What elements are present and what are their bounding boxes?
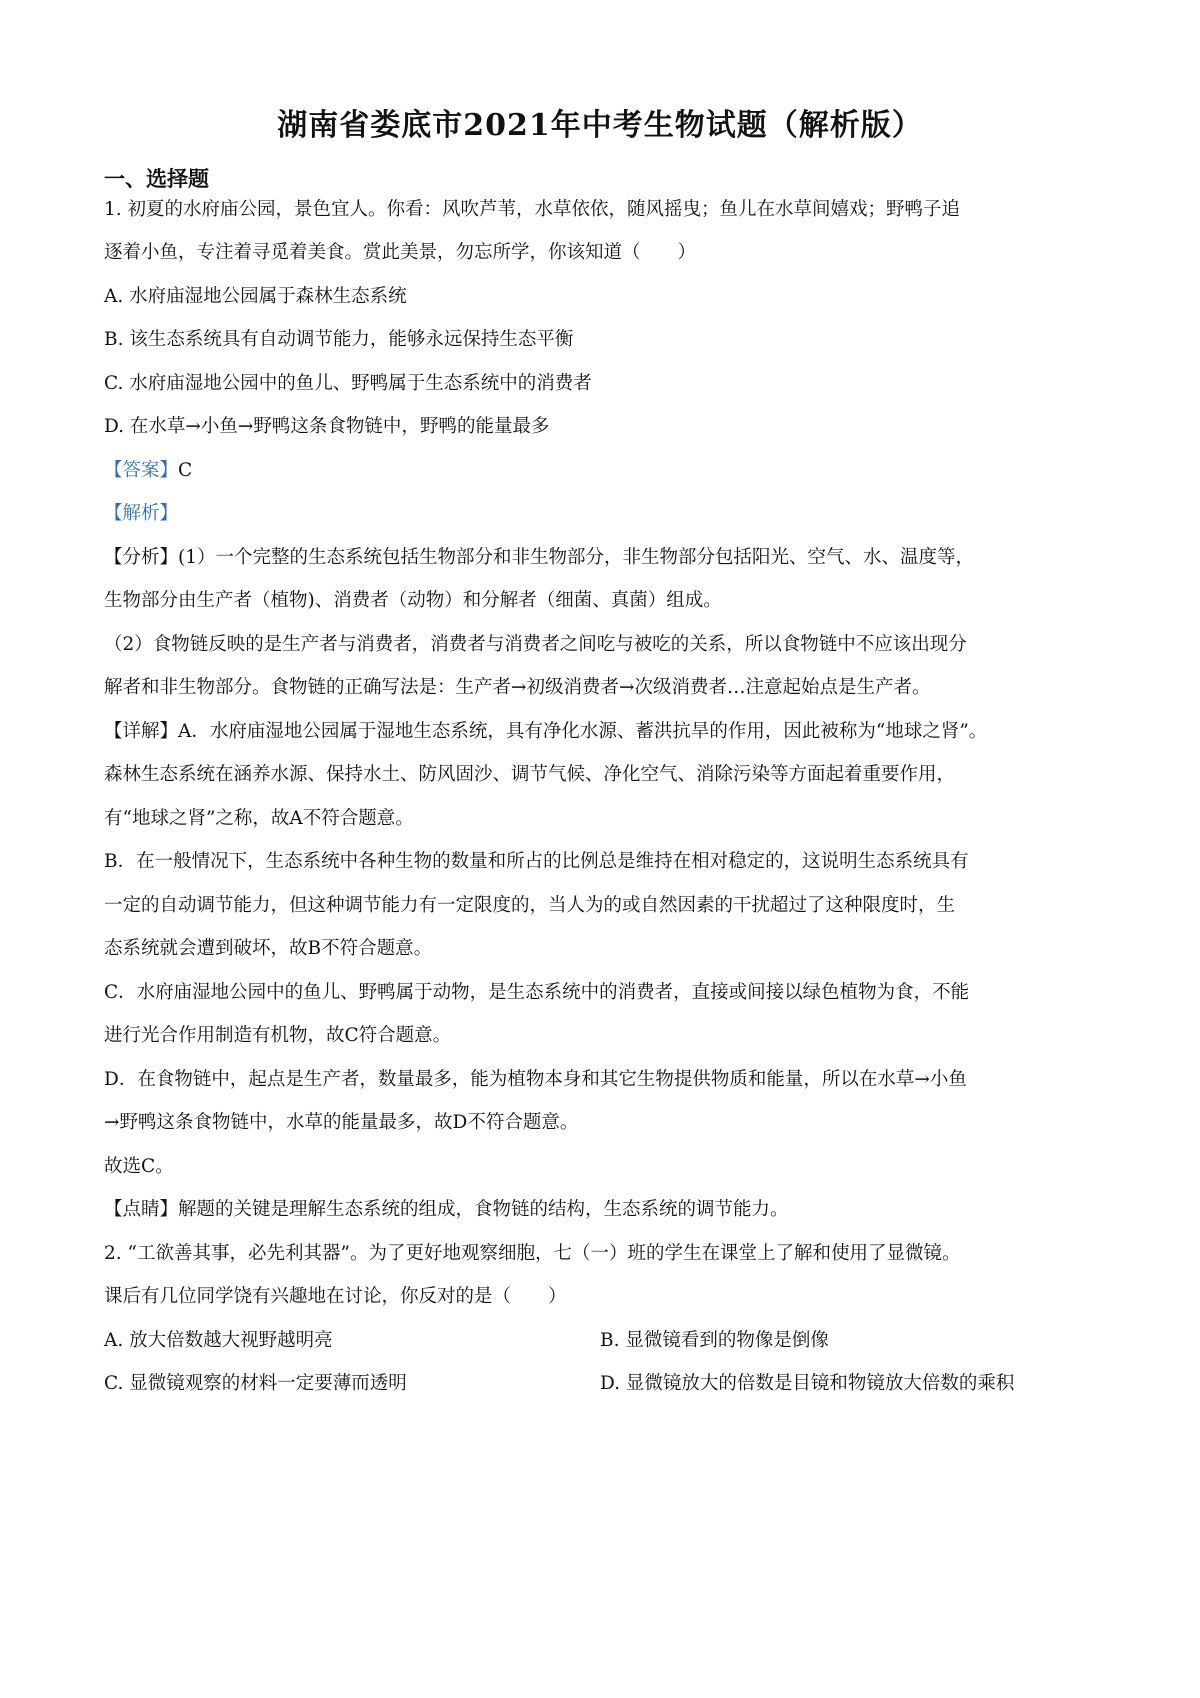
- document-title: 湖南省娄底市2021年中考生物试题（解析版）: [277, 108, 923, 143]
- q2-option-c: C. 显微镜观察的材料一定要薄而透明: [104, 1373, 407, 1394]
- analysis-line: 【点睛】解题的关键是理解生态系统的组成，食物链的结构，生态系统的调节能力。: [104, 1199, 789, 1220]
- analysis-line: →野鸭这条食物链中，水草的能量最多，故D不符合题意。: [104, 1112, 579, 1133]
- q1-option-d: D. 在水草→小鱼→野鸭这条食物链中，野鸭的能量最多: [104, 416, 550, 437]
- q2-option-b: B. 显微镜看到的物像是倒像: [600, 1330, 829, 1351]
- analysis-line: 故选C。: [104, 1156, 174, 1177]
- answer-label: 【答案】: [104, 460, 179, 481]
- analysis-line: C．水府庙湿地公园中的鱼儿、野鸭属于动物，是生态系统中的消费者，直接或间接以绿色植物为食，不能: [104, 982, 970, 1003]
- q2-stem-line: 2. “工欲善其事，必先利其器”。为了更好地观察细胞，七（一）班的学生在课堂上了解和使用了显微镜。: [104, 1243, 961, 1264]
- q1-option-c: C. 水府庙湿地公园中的鱼儿、野鸭属于生态系统中的消费者: [104, 373, 592, 394]
- answer-value: C: [178, 460, 193, 481]
- analysis-label: 【解析】: [104, 503, 179, 524]
- analysis-line: 进行光合作用制造有机物，故C符合题意。: [104, 1025, 452, 1046]
- analysis-line: B．在一般情况下，生态系统中各种生物的数量和所占的比例总是维持在相对稳定的，这说明生态系统具有: [104, 851, 969, 872]
- analysis-line: 一定的自动调节能力，但这种调节能力有一定限度的，当人为的或自然因素的干扰超过了这种限度时，生: [104, 895, 956, 916]
- analysis-line: 【分析】(1）一个完整的生态系统包括生物部分和非生物部分，非生物部分包括阳光、空气、水、温度等，: [104, 547, 974, 568]
- analysis-line: 【详解】A．水府庙湿地公园属于湿地生态系统，具有净化水源、蓄洪抗旱的作用，因此被称为“地球之肾”。: [104, 721, 988, 742]
- analysis-line: 有“地球之肾”之称，故A不符合题意。: [104, 808, 414, 829]
- analysis-line: 森林生态系统在涵养水源、保持水土、防风固沙、调节气候、净化空气、消除污染等方面起着重要作用，: [104, 764, 956, 785]
- analysis-line: 生物部分由生产者（植物)、消费者（动物）和分解者（细菌、真菌）组成。: [104, 590, 722, 611]
- q2-option-a: A. 放大倍数越大视野越明亮: [104, 1330, 333, 1351]
- analysis-line: 态系统就会遭到破坏，故B不符合题意。: [104, 938, 433, 959]
- q1-answer: [104, 458, 1104, 484]
- section-heading: 一、选择题: [104, 166, 209, 191]
- analysis-line: D．在食物链中，起点是生产者，数量最多，能为植物本身和其它生物提供物质和能量，所以在水草→小鱼: [104, 1069, 967, 1090]
- analysis-line: 解者和非生物部分。食物链的正确写法是：生产者→初级消费者→次级消费者…注意起始点是生产者。: [104, 677, 931, 698]
- q1-stem-line: 1. 初夏的水府庙公园，景色宜人。你看：风吹芦苇，水草依依，随风摇曳；鱼儿在水草间嬉戏；野鸭子追: [104, 199, 961, 220]
- analysis-line: （2）食物链反映的是生产者与消费者，消费者与消费者之间吃与被吃的关系，所以食物链中不应该出现分: [104, 634, 967, 655]
- q1-stem-line: 逐着小鱼，专注着寻觅着美食。赏此美景，勿忘所学，你该知道（ ）: [104, 242, 697, 263]
- q1-option-b: B. 该生态系统具有自动调节能力，能够永远保持生态平衡: [104, 329, 574, 350]
- q2-stem-line: 课后有几位同学饶有兴趣地在讨论，你反对的是（ ）: [104, 1286, 567, 1307]
- q2-option-d: D. 显微镜放大的倍数是目镜和物镜放大倍数的乘积: [600, 1373, 1015, 1394]
- q1-option-a: A. 水府庙湿地公园属于森林生态系统: [104, 286, 407, 307]
